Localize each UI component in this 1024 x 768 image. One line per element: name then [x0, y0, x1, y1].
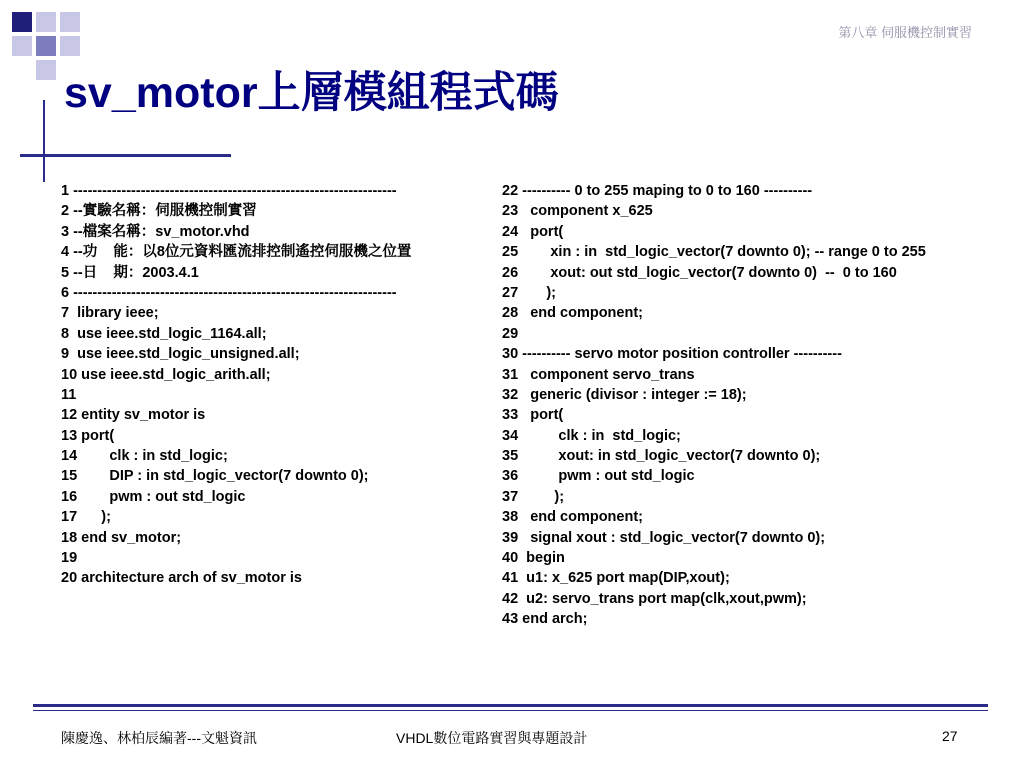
title-cjk-part: 上層模組程式碼: [257, 68, 559, 118]
code-line: 20 architecture arch of sv_motor is: [61, 570, 302, 587]
code-line: 4 --功 能：以8位元資料匯流排控制遙控伺服機之位置: [61, 244, 412, 261]
code-listing-right: [502, 181, 926, 630]
code-line: 38 end component;: [502, 509, 643, 526]
page-title: [64, 68, 559, 118]
code-line: 36 pwm : out std_logic: [502, 468, 695, 485]
code-line: 23 component x_625: [502, 203, 653, 220]
code-line: 34 clk : in std_logic;: [502, 427, 681, 444]
code-line: 5 --日 期：2003.4.1: [61, 264, 199, 281]
chapter-label: 第八章 伺服機控制實習: [838, 25, 972, 40]
code-line: 25 xin : in std_logic_vector(7 downto 0); -- range 0 to 255: [502, 244, 926, 261]
code-line: 13 port(: [61, 427, 115, 444]
corner-square: [36, 12, 56, 32]
code-line: 33 port(: [502, 407, 564, 424]
code-line: 2 --實驗名稱：伺服機控制實習: [61, 203, 257, 220]
code-line: 26 xout: out std_logic_vector(7 downto 0) -- 0 to 160: [502, 264, 897, 281]
corner-square: [60, 36, 80, 56]
code-line: 18 end sv_motor;: [61, 529, 182, 546]
code-line: 10 use ieee.std_logic_arith.all;: [61, 366, 271, 383]
code-line: 35 xout: in std_logic_vector(7 downto 0);: [502, 448, 821, 465]
code-line: 22 ---------- 0 to 255 maping to 0 to 160 ----------: [502, 183, 813, 199]
code-line: 27 );: [502, 284, 556, 301]
code-line: 39 signal xout : std_logic_vector(7 downto 0);: [502, 529, 826, 546]
corner-square: [12, 12, 32, 32]
code-line: 19: [61, 550, 78, 567]
code-line: 43 end arch;: [502, 611, 588, 628]
footer-rule-thick: [33, 704, 988, 707]
code-line: 15 DIP : in std_logic_vector(7 downto 0);: [61, 468, 369, 485]
code-line: 8 use ieee.std_logic_1164.all;: [61, 325, 267, 342]
corner-square: [36, 60, 56, 80]
code-line: 32 generic (divisor : integer := 18);: [502, 386, 747, 403]
code-line: 40 begin: [502, 550, 565, 567]
corner-square: [12, 36, 32, 56]
code-line: 37 );: [502, 488, 565, 505]
code-line: 6 -------------------------------------------------------------------: [61, 284, 397, 301]
footer-book-title: VHDL數位電路實習與專題設計: [396, 730, 588, 746]
code-line: 29: [502, 325, 519, 342]
code-listing-left: [61, 181, 411, 589]
code-line: 1 -------------------------------------------------------------------: [61, 183, 397, 199]
code-line: 31 component servo_trans: [502, 366, 695, 383]
title-code-part: sv_motor: [64, 69, 258, 117]
corner-square: [36, 36, 56, 56]
code-line: 17 );: [61, 509, 111, 526]
code-line: 11: [61, 386, 77, 403]
code-line: 28 end component;: [502, 305, 643, 322]
page-number: 27: [942, 728, 958, 744]
code-line: 7 library ieee;: [61, 305, 159, 322]
code-line: 14 clk : in std_logic;: [61, 448, 228, 465]
code-line: 41 u1: x_625 port map(DIP,xout);: [502, 570, 730, 587]
title-horizontal-rule: [20, 154, 231, 157]
code-line: 16 pwm : out std_logic: [61, 488, 246, 505]
code-line: 30 ---------- servo motor position controller ----------: [502, 346, 842, 363]
footer-authors: 陳慶逸、林柏辰編著---文魁資訊: [61, 730, 257, 746]
code-line: 12 entity sv_motor is: [61, 407, 206, 424]
footer-rule-thin: [33, 710, 988, 711]
code-line: 3 --檔案名稱：sv_motor.vhd: [61, 223, 250, 240]
code-line: 42 u2: servo_trans port map(clk,xout,pwm);: [502, 590, 807, 607]
title-vertical-rule: [43, 100, 45, 182]
code-line: 9 use ieee.std_logic_unsigned.all;: [61, 346, 300, 363]
corner-square: [60, 12, 80, 32]
code-line: 24 port(: [502, 223, 564, 240]
